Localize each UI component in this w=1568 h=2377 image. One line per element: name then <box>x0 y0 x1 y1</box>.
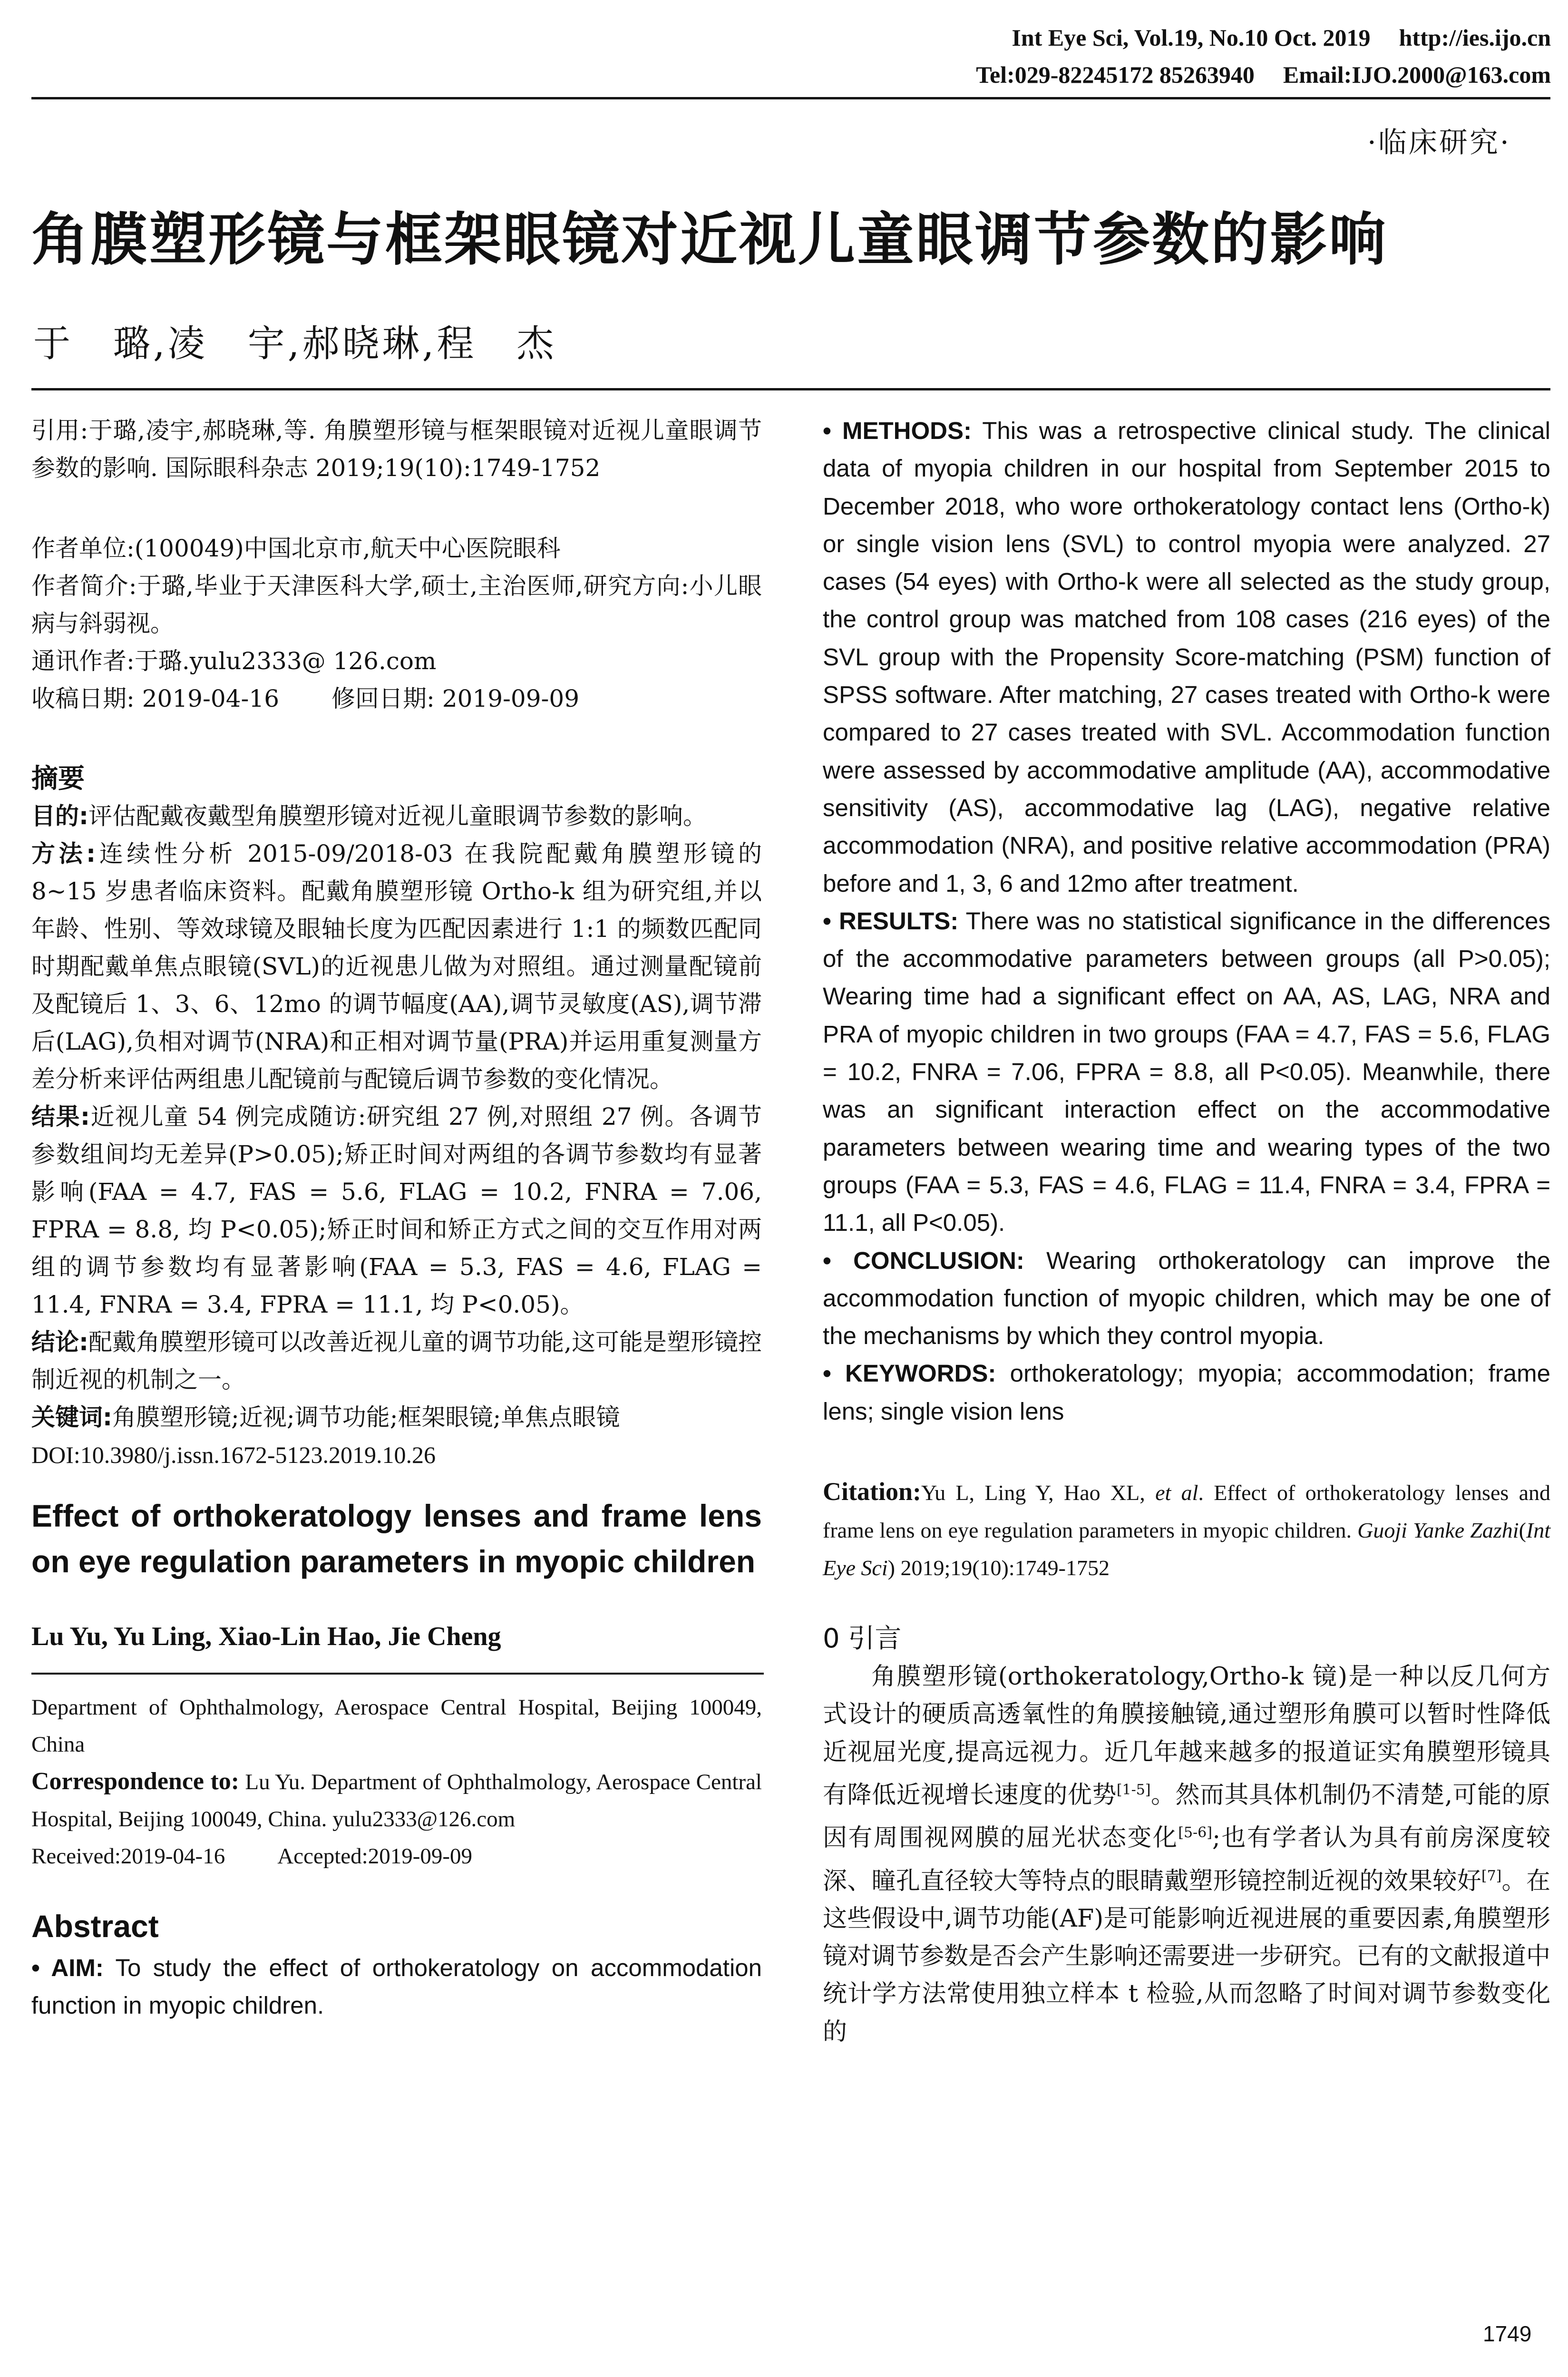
en-citation-authors: Yu L, Ling Y, Hao XL, <box>921 1481 1156 1505</box>
en-citation-journal: Guoji Yanke Zazhi <box>1357 1518 1519 1543</box>
cn-dates <box>31 680 762 718</box>
cn-conclusion <box>31 1324 762 1399</box>
right-column <box>823 412 1550 2051</box>
en-correspondence <box>31 1763 762 1838</box>
page-number: 1749 <box>1483 2321 1532 2346</box>
cn-conclusion-label: 结论: <box>31 1328 89 1356</box>
cn-keywords-text: 角膜塑形镜;近视;调节功能;框架眼镜;单焦点眼镜 <box>112 1403 620 1431</box>
en-keywords-label: • KEYWORDS: <box>823 1360 996 1387</box>
en-aim-text: To study the effect of orthokeratology on accommodation function in myopic children. <box>31 1954 762 2019</box>
en-article-title: Effect of orthokeratology lenses and frame lens on eye regulation parameters in myopic children <box>31 1498 762 1579</box>
en-conclusion <box>823 1242 1550 1355</box>
running-head-line1 <box>976 19 1551 56</box>
en-keywords-text: orthokeratology; myopia; accommodation; frame lens; single vision lens <box>823 1360 1551 1425</box>
en-methods-text: This was a retrospective clinical study. The clinical data of myopia children in our hospital from September 2015 to December 2018, who wore orthokeratology contact lens (Ortho-k) or single vision lens (SVL) to control myopia were analyzed. 27 cases (54 eyes) with Ortho-k were all selected as the study group, the control group was matched from 108 cases (216 eyes) of the SVL group with the Propensity Score-matching (PSM) function of SPSS software. After matching, 27 cases treated with Ortho-k were compared to 27 cases treated with SVL. Accommodation function were assessed by accommodative amplitude (AA), accommodative sensitivity (AS), accommodative lag (LAG), negative relative accommodation (NRA), and positive relative accommodation (PRA) before and 1, 3, 6 and 12mo after treatment. <box>823 417 1550 897</box>
en-received: Received:2019-04-16 <box>31 1844 225 1869</box>
cn-author-unit: 作者单位:(100049)中国北京市,航天中心医院眼科 <box>31 535 561 562</box>
journal-url[interactable]: http://ies.ijo.cn <box>1399 24 1551 51</box>
intro-text-4: 。在这些假设中,调节功能(AF)是可能影响近视进展的重要因素,角膜塑形镜对调节参数是否会产生影响还需要进一步研究。已有的文献报道中统计学方法常使用独立样本 t 检验,从而忽略了时间对调节参数变化的 <box>823 1867 1551 2046</box>
running-head-line2 <box>976 56 1551 93</box>
cn-aim-label: 目的: <box>31 802 88 830</box>
title-rule <box>31 388 1550 390</box>
intro-text-3: ;也有学者认为具有前房深度较深、瞳孔直径较大等特点的眼睛戴塑形镜控制近视的效果较好 <box>823 1824 1550 1895</box>
journal-email[interactable]: Email:IJO.2000@163.com <box>1283 61 1551 88</box>
cn-author-bio: 作者简介:于璐,毕业于天津医科大学,硕士,主治医师,研究方向:小儿眼病与斜弱视。 <box>31 572 762 637</box>
cn-methods <box>31 835 762 1098</box>
running-head <box>976 19 1551 93</box>
left-column <box>31 412 762 2025</box>
cn-results <box>31 1098 762 1324</box>
cn-conclusion-text: 配戴角膜塑形镜可以改善近视儿童的调节功能,这可能是塑形镜控制近视的机制之一。 <box>31 1328 762 1393</box>
en-citation-journal-en: Int Eye Sci <box>823 1518 1550 1580</box>
en-results-text: There was no statistical significance in the differences of the accommodative parameters between groups (all P>0.05); Wearing time had a significant effect on AA, AS, LAG, NRA and PRA of myopic children in two groups (FAA = 4.7, FAS = 5.6, FLAG = 10.2, FNRA = 7.06, FPRA = 8.8, all P<0.05). Meanwhile, there was an significant interaction effect on the accommodative parameters between wearing time and wearing types of the two groups (FAA = 5.3, FAS = 4.6, FLAG = 11.4, FNRA = 3.4, FPRA = 11.1, all P<0.05). <box>823 907 1551 1237</box>
en-results <box>823 902 1550 1242</box>
en-methods-label: • METHODS: <box>823 417 972 444</box>
en-correspondence-label: Correspondence to: <box>31 1768 240 1795</box>
cn-results-text: 近视儿童 54 例完成随访:研究组 27 例,对照组 27 例。各调节参数组间均无差异(P>0.05);矫正时间对两组的各调节参数均有显著影响(FAA = 4.7, FAS = 5.6, FLAG = 10.2, FNRA = 7.06, FPRA = 8.8, 均 P<0.05);矫正时间和矫正方式之间的交互作用对两组的调节参数均有显著影响(FAA = 5.3, FAS = 4.6, FLAG = 11.4, FNRA = 3.4, FPRA = 11.1, 均 P<0.05)。 <box>31 1103 762 1318</box>
intro-heading: 0 引言 <box>823 1623 902 1655</box>
cn-keywords-label: 关键词: <box>31 1403 112 1431</box>
journal-issue: Int Eye Sci, Vol.19, No.10 Oct. 2019 <box>1012 24 1371 51</box>
cn-methods-label: 方法: <box>31 840 96 867</box>
cn-aim <box>31 798 762 835</box>
en-keywords <box>823 1354 1550 1430</box>
en-citation: Citation:Yu L, Ling Y, Hao XL, et al. Effect of orthokeratology lenses and frame lens on eye regulation parameters in myopic children. Guoji Yanke Zazhi(Int Eye Sci) 2019;19(10):1749-1752 <box>823 1477 1551 1580</box>
cn-doi[interactable]: DOI:10.3980/j.issn.1672-5123.2019.10.26 <box>31 1442 436 1468</box>
en-conclusion-text: Wearing orthokeratology can improve the accommodation function of myopic children, which may be one of the mechanisms by which they control myopia. <box>823 1247 1550 1350</box>
en-citation-etal: et al <box>1155 1481 1198 1505</box>
en-results-label: • RESULTS: <box>823 907 959 935</box>
article-title: 角膜塑形镜与框架眼镜对近视儿童眼调节参数的影响 <box>31 207 1388 273</box>
ref-1-5[interactable]: [1-5] <box>1116 1781 1151 1798</box>
en-author-rule <box>31 1673 764 1675</box>
en-citation-tail: ) 2019;19(10):1749-1752 <box>887 1556 1110 1580</box>
header-rule <box>31 97 1550 99</box>
cn-methods-text: 连续性分析 2015-09/2018-03 在我院配戴角膜塑形镜的 8~15 岁患者临床资料。配戴角膜塑形镜 Ortho-k 组为研究组,并以年龄、性别、等效球镜及眼轴长度为匹配因素进行 1:1 的频数匹配同时期配戴单焦点眼镜(SVL)的近视患儿做为对照组。通过测量配镜前及配镜后 1、3、6、12mo 的调节幅度(AA),调节灵敏度(AS),调节滞后(LAG),负相对调节(NRA)和正相对调节量(PRA)并运用重复测量方差分析来评估两组患儿配镜前与配镜后调节参数的变化情况。 <box>31 840 762 1093</box>
cn-corresponding: 通讯作者:于璐.yulu2333@ 126.com <box>31 647 437 675</box>
section-label: ·临床研究· <box>1367 126 1511 159</box>
journal-tel: Tel:029-82245172 85263940 <box>976 61 1255 88</box>
en-affiliation: Department of Ophthalmology, Aerospace Central Hospital, Beijing 100049, China <box>31 1695 762 1757</box>
cn-results-label: 结果: <box>31 1103 90 1130</box>
en-correspondence-text: Lu Yu. Department of Ophthalmology, Aerospace Central Hospital, Beijing 100049, China. yulu2333@126.com <box>31 1770 762 1831</box>
cn-aim-text: 评估配戴夜戴型角膜塑形镜对近视儿童眼调节参数的影响。 <box>88 802 707 830</box>
cn-revised: 修回日期: 2019-09-09 <box>331 685 580 712</box>
ref-7[interactable]: [7] <box>1481 1867 1502 1884</box>
en-accepted: Accepted:2019-09-09 <box>277 1844 473 1869</box>
en-aim-part1 <box>31 1949 762 2025</box>
en-citation-text: . Effect of orthokeratology lenses and frame lens on eye regulation parameters in myopic children. <box>823 1481 1551 1543</box>
intro-text-1: 角膜塑形镜(orthokeratology,Ortho-k 镜)是一种以反几何方式设计的硬质高透氧性的角膜接触镜,通过塑形角膜可以暂时性降低近视屈光度,提高远视力。近几年越来越多的报道证实角膜塑形镜具有降低近视增长速度的优势 <box>823 1663 1550 1809</box>
author-list: 于 璐,凌 宇,郝晓琳,程 杰 <box>33 322 557 365</box>
en-author-list: Lu Yu, Yu Ling, Xiao-Lin Hao, Jie Cheng <box>31 1622 501 1651</box>
en-abstract-heading: Abstract <box>31 1909 159 1944</box>
en-methods <box>823 412 1550 902</box>
cn-citation: 引用:于璐,凌宇,郝晓琳,等. 角膜塑形镜与框架眼镜对近视儿童眼调节参数的影响. 国际眼科杂志 2019;19(10):1749-1752 <box>31 417 762 482</box>
en-conclusion-label: • CONCLUSION: <box>823 1247 1024 1274</box>
en-dates <box>31 1838 762 1875</box>
en-aim-label: • AIM: <box>31 1954 104 1981</box>
cn-keywords <box>31 1399 762 1436</box>
intro-text-2: 。然而其具体机制仍不清楚,可能的原因有周围视网膜的屈光状态变化 <box>823 1781 1550 1852</box>
en-citation-label: Citation: <box>823 1477 921 1506</box>
ref-5-6[interactable]: [5-6] <box>1178 1824 1212 1841</box>
cn-abstract-heading: 摘要 <box>31 763 85 794</box>
cn-received: 收稿日期: 2019-04-16 <box>31 685 280 712</box>
intro-paragraph <box>823 1658 1550 2051</box>
